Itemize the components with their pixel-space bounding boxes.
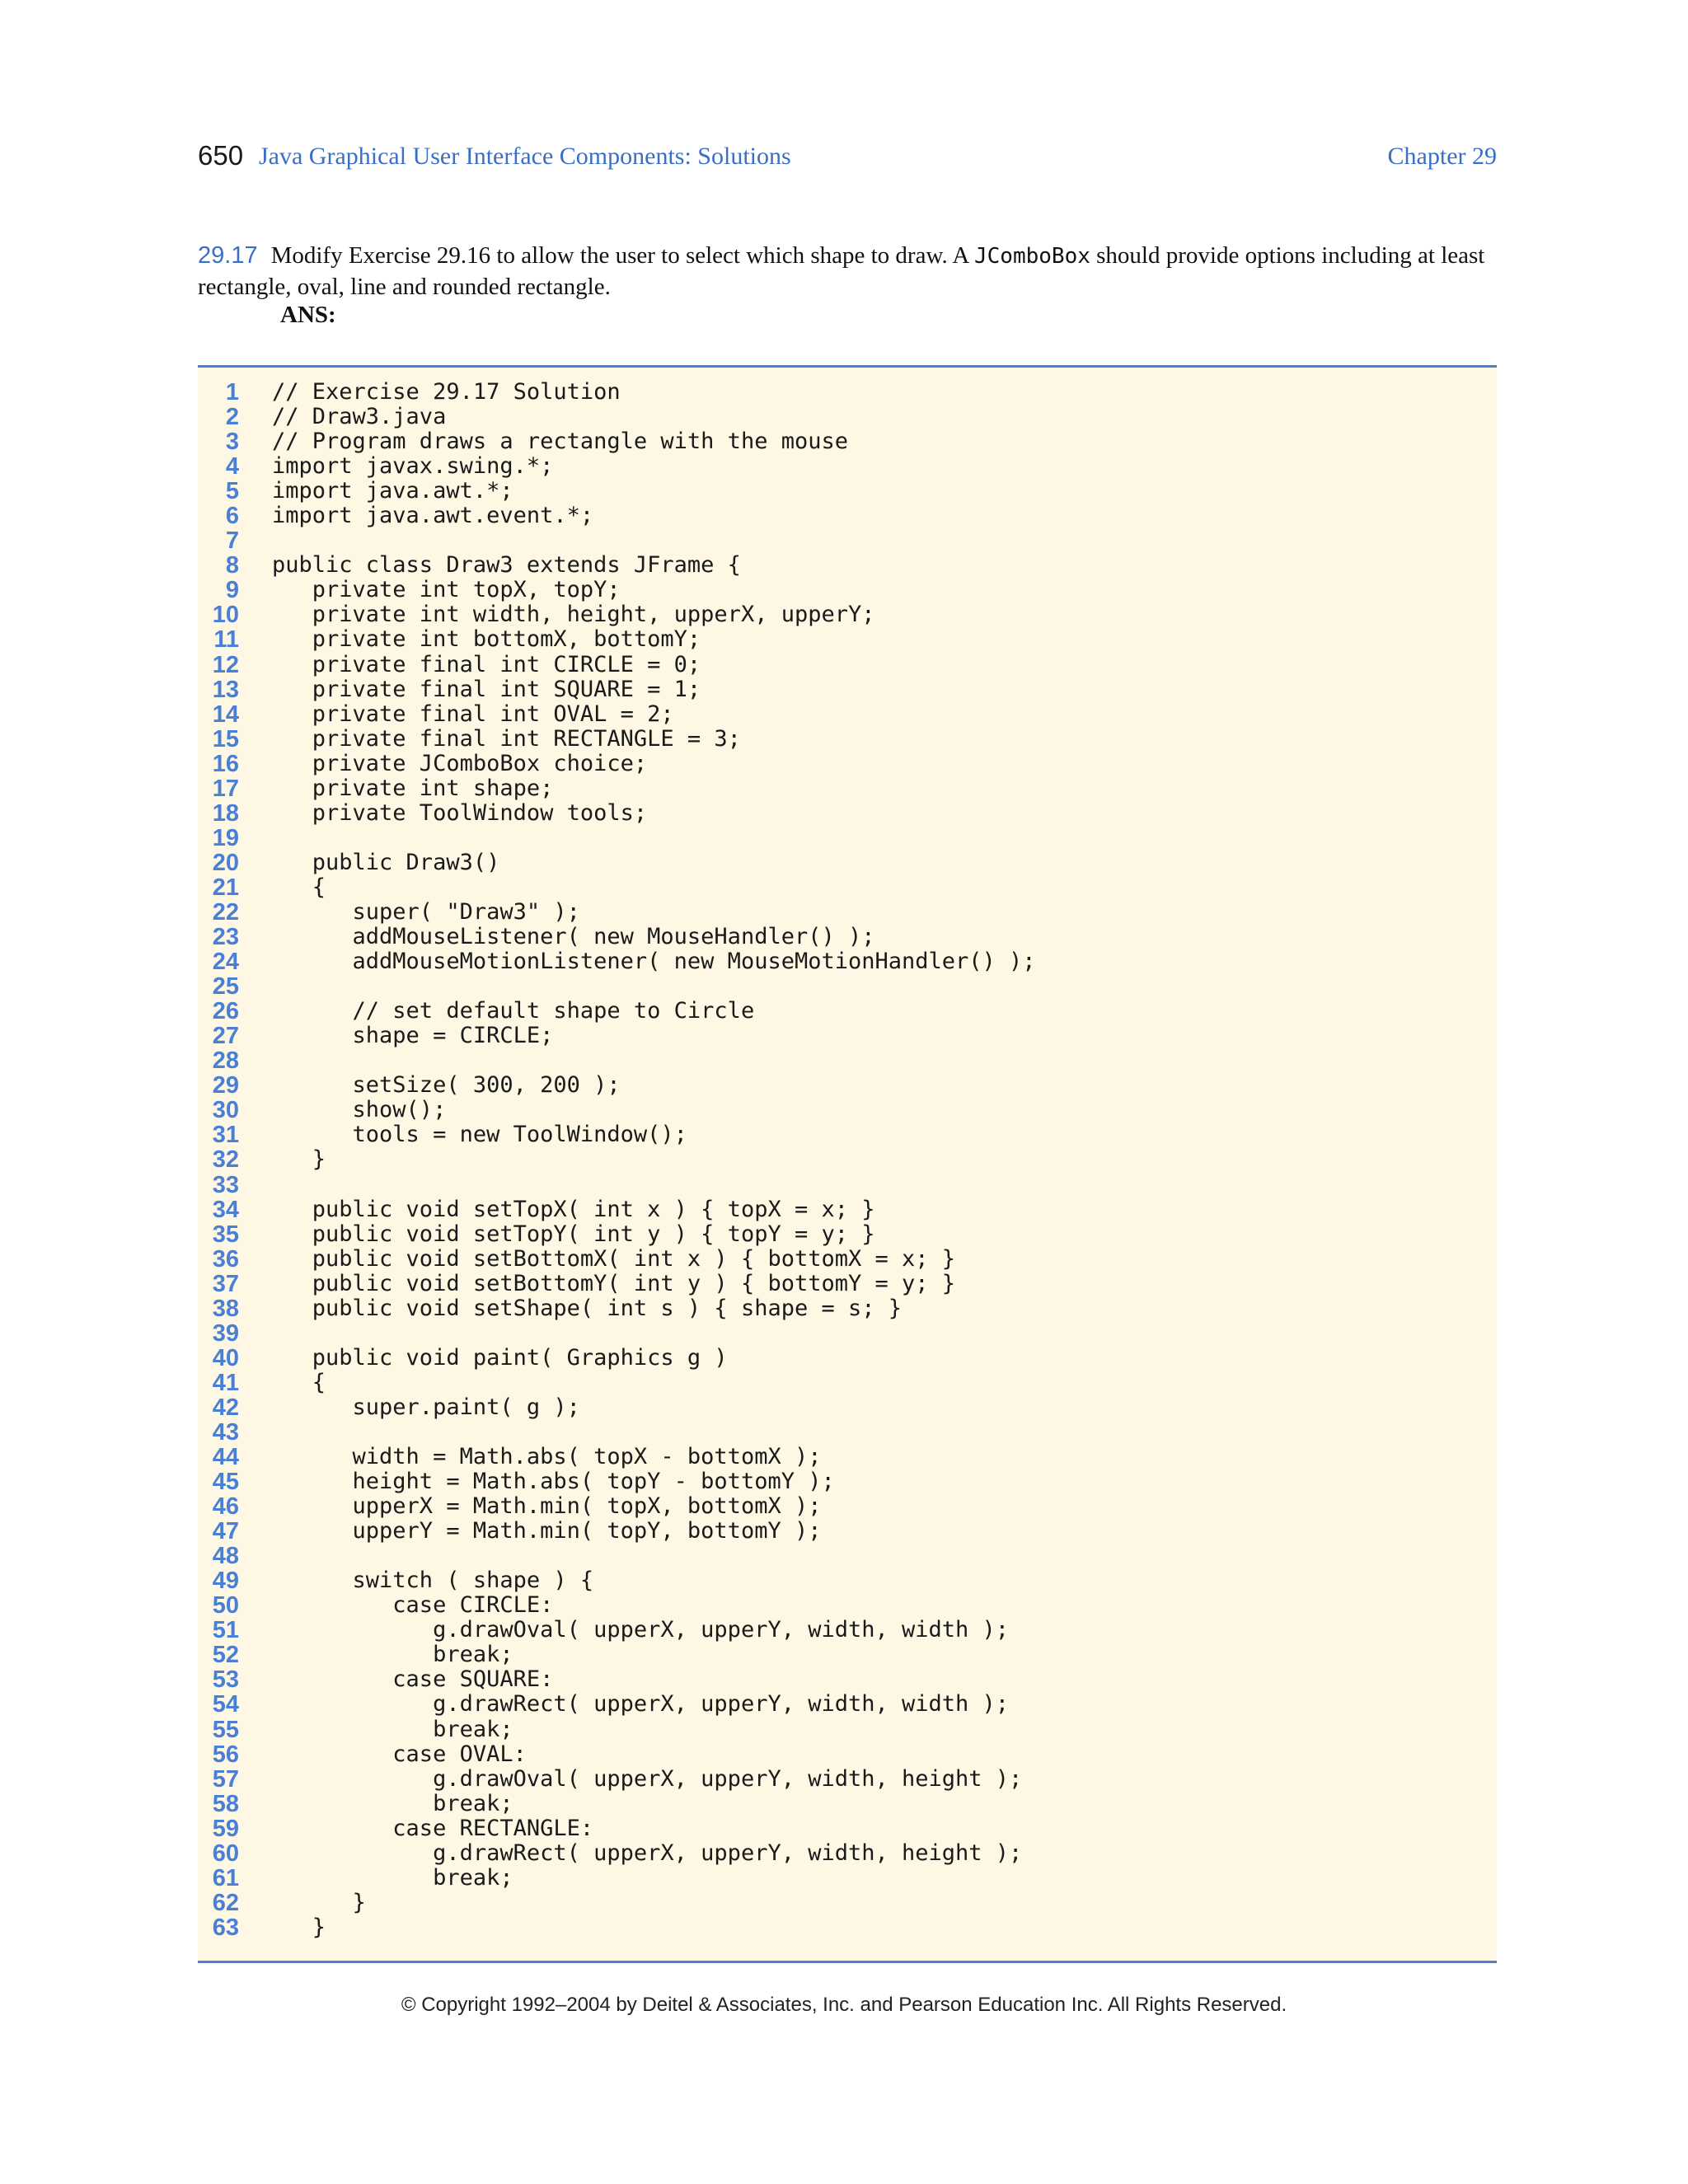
code-line <box>198 1767 1497 1792</box>
line-number: 35 <box>212 1221 239 1248</box>
code-text: case CIRCLE: <box>272 1592 554 1619</box>
code-line <box>198 875 1497 900</box>
line-number: 39 <box>212 1319 239 1347</box>
code-line <box>198 405 1497 429</box>
line-number: 17 <box>212 775 239 802</box>
line-number: 8 <box>225 552 239 579</box>
line-number: 49 <box>212 1568 239 1595</box>
line-number: 15 <box>212 725 239 752</box>
line-number: 27 <box>212 1023 239 1050</box>
line-number: 61 <box>212 1864 239 1891</box>
code-text: // Program draws a rectangle with the mouse <box>272 429 848 455</box>
code-text: tools = new ToolWindow(); <box>272 1122 687 1148</box>
code-text: // Draw3.java <box>272 404 447 430</box>
code-text: switch ( shape ) { <box>272 1568 594 1594</box>
code-text: case RECTANGLE: <box>272 1815 594 1841</box>
code-line <box>198 1915 1497 1940</box>
line-number: 62 <box>212 1889 239 1916</box>
exercise-statement <box>198 241 1497 302</box>
line-number: 53 <box>212 1666 239 1694</box>
code-line <box>198 1222 1497 1247</box>
line-number: 51 <box>212 1617 239 1644</box>
code-line <box>198 702 1497 727</box>
line-number: 48 <box>212 1543 239 1570</box>
line-number: 2 <box>225 404 239 431</box>
code-line <box>198 1346 1497 1371</box>
code-line <box>198 1568 1497 1593</box>
code-line <box>198 429 1497 454</box>
code-line <box>198 1321 1497 1346</box>
line-number: 47 <box>212 1518 239 1545</box>
line-number: 13 <box>212 676 239 703</box>
code-text: public Draw3() <box>272 849 500 875</box>
line-number: 40 <box>212 1344 239 1371</box>
code-text: private int bottomX, bottomY; <box>272 626 701 653</box>
line-number: 38 <box>212 1295 239 1322</box>
code-line <box>198 1792 1497 1816</box>
line-number: 16 <box>212 750 239 777</box>
line-number: 3 <box>225 429 239 456</box>
code-text: public void setShape( int s ) { shape = s; } <box>272 1295 903 1321</box>
exercise-text-after: should provide options including at least rectangle, oval, line and rounded rectangle. <box>198 242 1485 300</box>
line-number: 7 <box>225 527 239 555</box>
code-line <box>198 1024 1497 1048</box>
code-text: public void setBottomX( int x ) { bottomX = x; } <box>272 1245 956 1272</box>
code-line <box>198 1866 1497 1891</box>
code-text: } <box>272 1146 326 1173</box>
line-number: 9 <box>225 577 239 604</box>
line-number: 20 <box>212 849 239 876</box>
code-line <box>198 627 1497 652</box>
code-text: addMouseListener( new MouseHandler() ); <box>272 924 875 950</box>
code-listing <box>198 365 1497 1963</box>
line-number: 42 <box>212 1394 239 1421</box>
code-line <box>198 454 1497 479</box>
code-text: private final int RECTANGLE = 3; <box>272 725 741 752</box>
code-line <box>198 677 1497 702</box>
code-line <box>198 1718 1497 1742</box>
code-line <box>198 380 1497 405</box>
line-number: 21 <box>212 874 239 901</box>
code-line <box>198 1247 1497 1272</box>
line-number: 37 <box>212 1270 239 1297</box>
code-text: // set default shape to Circle <box>272 998 755 1024</box>
running-title: Java Graphical User Interface Components: Solutions <box>259 143 791 170</box>
code-text: private final int OVAL = 2; <box>272 701 674 727</box>
line-number: 23 <box>212 924 239 951</box>
code-line <box>198 1494 1497 1519</box>
code-line <box>198 1122 1497 1147</box>
line-number: 24 <box>212 949 239 976</box>
code-line <box>198 1371 1497 1395</box>
code-line <box>198 900 1497 925</box>
line-number: 43 <box>212 1418 239 1446</box>
copyright-footer: © Copyright 1992–2004 by Deitel & Associates, Inc. and Pearson Education Inc. All Rights Reserved. <box>401 1994 1287 2016</box>
code-line <box>198 1173 1497 1197</box>
line-number: 12 <box>212 651 239 678</box>
line-number: 55 <box>212 1716 239 1743</box>
line-number: 52 <box>212 1642 239 1669</box>
code-line <box>198 1197 1497 1222</box>
code-line <box>198 999 1497 1024</box>
line-number: 22 <box>212 898 239 926</box>
code-text: width = Math.abs( topX - bottomX ); <box>272 1444 822 1470</box>
code-text: setSize( 300, 200 ); <box>272 1072 621 1099</box>
code-lines <box>198 380 1497 1940</box>
code-line <box>198 1692 1497 1717</box>
code-text: break; <box>272 1864 513 1891</box>
code-line <box>198 1296 1497 1321</box>
line-number: 59 <box>212 1815 239 1842</box>
code-line <box>198 1667 1497 1692</box>
code-text: private final int SQUARE = 1; <box>272 676 701 702</box>
line-number: 14 <box>212 701 239 728</box>
line-number: 30 <box>212 1097 239 1124</box>
code-line <box>198 752 1497 776</box>
line-number: 44 <box>212 1444 239 1471</box>
code-text: g.drawRect( upperX, upperY, width, height ); <box>272 1840 1023 1866</box>
code-line <box>198 1073 1497 1098</box>
code-line <box>198 925 1497 949</box>
code-text: public void setTopY( int y ) { topY = y; } <box>272 1221 875 1247</box>
line-number: 10 <box>212 602 239 629</box>
code-text: case OVAL: <box>272 1741 527 1767</box>
code-text: super( "Draw3" ); <box>272 898 580 925</box>
code-line <box>198 826 1497 851</box>
line-number: 18 <box>212 799 239 827</box>
code-line <box>198 1048 1497 1073</box>
line-number: 46 <box>212 1493 239 1521</box>
code-text: upperX = Math.min( topX, bottomX ); <box>272 1493 822 1520</box>
code-text: g.drawRect( upperX, upperY, width, width ); <box>272 1691 1010 1718</box>
code-line <box>198 1593 1497 1618</box>
line-number: 63 <box>212 1914 239 1941</box>
line-number: 60 <box>212 1840 239 1867</box>
line-number: 58 <box>212 1790 239 1817</box>
code-text: { <box>272 874 326 900</box>
code-text: public void paint( Graphics g ) <box>272 1344 728 1371</box>
code-line <box>198 479 1497 504</box>
code-text: upperY = Math.min( topY, bottomY ); <box>272 1518 822 1544</box>
code-line <box>198 727 1497 752</box>
code-text: break; <box>272 1790 513 1816</box>
code-line <box>198 1742 1497 1767</box>
code-line <box>198 1395 1497 1420</box>
line-number: 4 <box>225 453 239 480</box>
line-number: 26 <box>212 998 239 1025</box>
code-text: super.paint( g ); <box>272 1394 580 1420</box>
code-text: public class Draw3 extends JFrame { <box>272 552 741 579</box>
page-number: 650 <box>198 140 244 171</box>
code-line <box>198 1618 1497 1643</box>
code-line <box>198 1891 1497 1915</box>
code-line <box>198 653 1497 677</box>
code-line <box>198 801 1497 826</box>
code-line <box>198 1469 1497 1494</box>
code-text: private int width, height, upperX, upperY; <box>272 602 875 628</box>
code-text: { <box>272 1369 326 1395</box>
code-line <box>198 1643 1497 1667</box>
code-text: g.drawOval( upperX, upperY, width, height ); <box>272 1765 1023 1792</box>
code-line <box>198 1544 1497 1568</box>
exercise-text-before: Modify Exercise 29.16 to allow the user to select which shape to draw. A <box>270 242 974 269</box>
code-line <box>198 1816 1497 1841</box>
line-number: 1 <box>225 379 239 405</box>
line-number: 19 <box>212 824 239 851</box>
code-text: private ToolWindow tools; <box>272 799 648 826</box>
line-number: 56 <box>212 1741 239 1768</box>
code-line <box>198 1445 1497 1469</box>
answer-label: ANS: <box>280 302 336 328</box>
line-number: 33 <box>212 1171 239 1198</box>
code-text: private int shape; <box>272 775 554 801</box>
code-text: } <box>272 1914 326 1940</box>
code-text: private JComboBox choice; <box>272 750 648 776</box>
code-line <box>198 1519 1497 1544</box>
code-line <box>198 1420 1497 1445</box>
code-text: } <box>272 1889 366 1915</box>
code-line <box>198 949 1497 974</box>
code-text: break; <box>272 1716 513 1742</box>
line-number: 45 <box>212 1469 239 1496</box>
code-text: case SQUARE: <box>272 1666 554 1693</box>
code-line <box>198 602 1497 627</box>
line-number: 36 <box>212 1245 239 1272</box>
code-text: private final int CIRCLE = 0; <box>272 651 701 677</box>
line-number: 28 <box>212 1047 239 1075</box>
code-line <box>198 1841 1497 1866</box>
line-number: 57 <box>212 1765 239 1793</box>
code-line <box>198 553 1497 578</box>
line-number: 29 <box>212 1072 239 1099</box>
code-text: // Exercise 29.17 Solution <box>272 379 621 405</box>
line-number: 31 <box>212 1122 239 1149</box>
line-number: 54 <box>212 1691 239 1718</box>
code-line <box>198 578 1497 602</box>
code-text: g.drawOval( upperX, upperY, width, width ); <box>272 1617 1010 1643</box>
line-number: 32 <box>212 1146 239 1174</box>
code-text: shape = CIRCLE; <box>272 1023 554 1049</box>
code-text: break; <box>272 1642 513 1668</box>
page-header <box>198 140 1497 176</box>
line-number: 50 <box>212 1592 239 1619</box>
code-text: import java.awt.*; <box>272 478 513 504</box>
code-text: addMouseMotionListener( new MouseMotionHandler() ); <box>272 949 1036 975</box>
line-number: 5 <box>225 478 239 505</box>
line-number: 11 <box>213 626 239 654</box>
line-number: 34 <box>212 1196 239 1223</box>
code-line <box>198 528 1497 553</box>
code-text: public void setTopX( int x ) { topX = x; } <box>272 1196 875 1222</box>
code-line <box>198 504 1497 528</box>
code-text: public void setBottomY( int y ) { bottomY = y; } <box>272 1270 956 1296</box>
exercise-number: 29.17 <box>198 242 258 269</box>
exercise-code-term: JComboBox <box>974 244 1090 269</box>
code-text: height = Math.abs( topY - bottomY ); <box>272 1469 835 1495</box>
code-text: import javax.swing.*; <box>272 453 554 480</box>
code-line <box>198 1098 1497 1122</box>
code-text: private int topX, topY; <box>272 577 621 603</box>
line-number: 25 <box>212 973 239 1001</box>
line-number: 6 <box>225 503 239 530</box>
code-line <box>198 1147 1497 1172</box>
code-text: import java.awt.event.*; <box>272 503 594 529</box>
code-line <box>198 1272 1497 1296</box>
line-number: 41 <box>212 1369 239 1396</box>
code-line <box>198 974 1497 999</box>
code-line <box>198 776 1497 801</box>
code-line <box>198 851 1497 875</box>
code-text: show(); <box>272 1097 447 1123</box>
chapter-label: Chapter 29 <box>1387 143 1497 170</box>
